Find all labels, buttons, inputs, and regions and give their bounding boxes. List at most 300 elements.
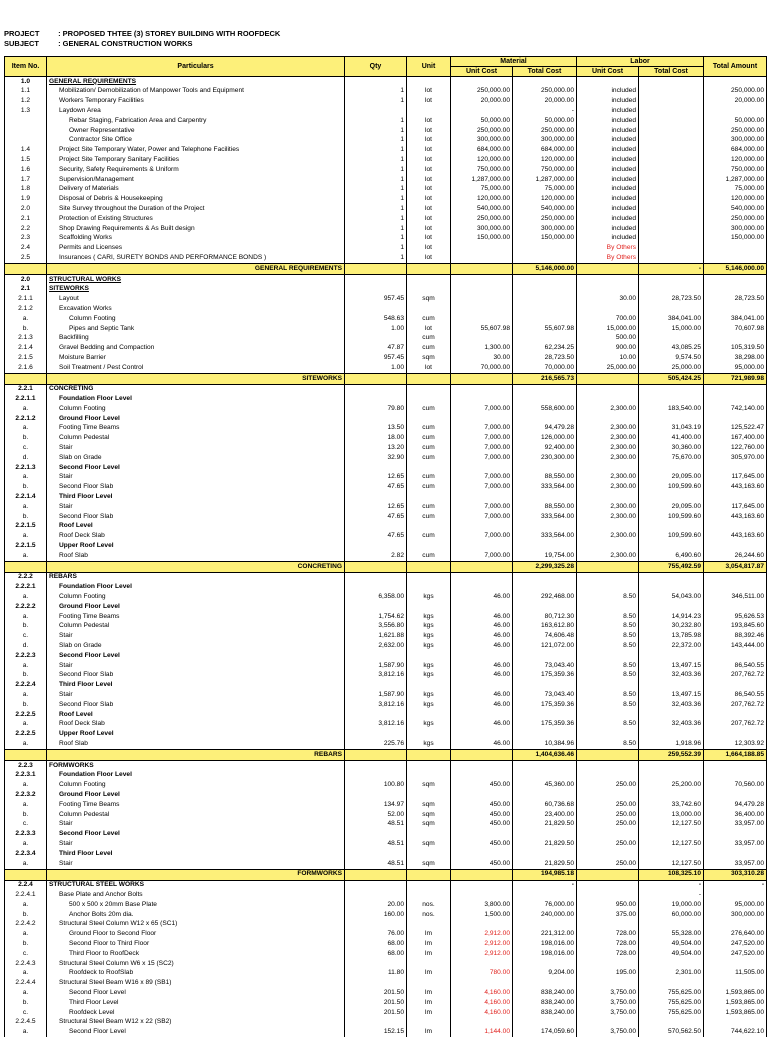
section-row: [5, 849, 767, 859]
labor-unit-cost-cell: 30.00: [577, 295, 639, 305]
total-amount-cell: 95,000.00: [704, 363, 767, 373]
total-amount-cell: 28,723.50: [704, 295, 767, 305]
col-unit: Unit: [407, 57, 451, 77]
project-line: [4, 29, 280, 38]
qty-cell: 12.65: [345, 473, 407, 483]
material-total-cost-cell: [513, 285, 577, 295]
particulars-cell: [47, 165, 345, 175]
particulars-cell: [47, 1018, 345, 1028]
item-no-cell: 2.2.4.5: [5, 1018, 47, 1028]
material-total-cost-cell: 73,043.40: [513, 661, 577, 671]
qty-cell: [345, 830, 407, 840]
material-unit-cost-cell: 7,000.00: [451, 502, 513, 512]
table-row: [5, 988, 767, 998]
particulars-text: SITEWORKS: [302, 375, 342, 382]
unit-cell: lot: [407, 146, 451, 156]
material-total-cost-cell: 23,400.00: [513, 810, 577, 820]
labor-unit-cost-cell: 25,000.00: [577, 363, 639, 373]
unit-cell: [407, 730, 451, 740]
table-row: [5, 859, 767, 869]
labor-unit-cost-cell: 8.50: [577, 632, 639, 642]
table-row: [5, 185, 767, 195]
table-body: [5, 77, 767, 1037]
material-unit-cost-cell: 300,000.00: [451, 136, 513, 146]
material-unit-cost-cell: 4,160.00: [451, 998, 513, 1008]
labor-total-cost-cell: [639, 234, 704, 244]
material-total-cost-cell: 250,000.00: [513, 126, 577, 136]
labor-total-cost-cell: [639, 304, 704, 314]
item-no-cell: [5, 116, 47, 126]
table-row: [5, 116, 767, 126]
particulars-text: Second Floor Slab: [59, 483, 113, 490]
particulars-cell: [47, 334, 345, 344]
labor-unit-cost-cell: 250.00: [577, 800, 639, 810]
labor-unit-cost-cell: [577, 285, 639, 295]
material-total-cost-cell: 838,240.00: [513, 1008, 577, 1018]
labor-unit-cost-cell: included: [577, 155, 639, 165]
section-row: [5, 274, 767, 284]
labor-total-cost-cell: 49,504.00: [639, 939, 704, 949]
unit-cell: kgs: [407, 632, 451, 642]
qty-cell: 225.76: [345, 739, 407, 749]
particulars-text: Base Plate and Anchor Bolts: [59, 891, 143, 898]
qty-cell: [345, 869, 407, 880]
item-no-cell: b.: [5, 324, 47, 334]
qty-cell: [345, 730, 407, 740]
unit-cell: sqm: [407, 800, 451, 810]
total-amount-cell: [704, 1018, 767, 1028]
particulars-text: Protection of Existing Structures: [59, 215, 153, 222]
particulars-cell: [47, 483, 345, 493]
section-row: [5, 395, 767, 405]
material-total-cost-cell: 300,000.00: [513, 224, 577, 234]
item-no-cell: 2.1.4: [5, 344, 47, 354]
material-total-cost-cell: 240,000.00: [513, 910, 577, 920]
qty-cell: [345, 890, 407, 900]
qty-cell: 1,587.90: [345, 690, 407, 700]
item-no-cell: 2.2.2.3: [5, 651, 47, 661]
labor-unit-cost-cell: 8.50: [577, 700, 639, 710]
labor-total-cost-cell: 43,085.25: [639, 344, 704, 354]
unit-cell: [407, 790, 451, 800]
total-amount-cell: 207,762.72: [704, 671, 767, 681]
total-amount-cell: [704, 651, 767, 661]
unit-cell: kgs: [407, 720, 451, 730]
subtotal-row: [5, 373, 767, 384]
material-total-cost-cell: [513, 395, 577, 405]
section-row: [5, 830, 767, 840]
labor-total-cost-cell: 75,670.00: [639, 453, 704, 463]
particulars-cell: [47, 612, 345, 622]
table-row: [5, 502, 767, 512]
labor-total-cost-cell: [639, 384, 704, 394]
unit-cell: lm: [407, 949, 451, 959]
material-total-cost-cell: [513, 295, 577, 305]
particulars-text: Column Footing: [59, 781, 106, 788]
qty-cell: 47.65: [345, 512, 407, 522]
particulars-cell: [47, 583, 345, 593]
labor-unit-cost-cell: 2,300.00: [577, 453, 639, 463]
particulars-text: Ground Floor Level: [59, 415, 120, 422]
section-row: [5, 710, 767, 720]
labor-total-cost-cell: [639, 214, 704, 224]
material-unit-cost-cell: [451, 583, 513, 593]
unit-cell: lot: [407, 214, 451, 224]
labor-unit-cost-cell: 250.00: [577, 839, 639, 849]
labor-total-cost-cell: 19,000.00: [639, 900, 704, 910]
labor-unit-cost-cell: included: [577, 146, 639, 156]
total-amount-cell: [704, 285, 767, 295]
qty-cell: 12.65: [345, 502, 407, 512]
material-unit-cost-cell: 75,000.00: [451, 185, 513, 195]
material-unit-cost-cell: 7,000.00: [451, 453, 513, 463]
material-unit-cost-cell: [451, 880, 513, 890]
labor-unit-cost-cell: 728.00: [577, 939, 639, 949]
total-amount-cell: 1,593,865.00: [704, 1008, 767, 1018]
material-total-cost-cell: [513, 492, 577, 502]
material-unit-cost-cell: [451, 920, 513, 930]
material-unit-cost-cell: 780.00: [451, 969, 513, 979]
labor-unit-cost-cell: included: [577, 126, 639, 136]
particulars-cell: [47, 700, 345, 710]
particulars-cell: [47, 820, 345, 830]
particulars-text: Workers Temporary Facilities: [59, 97, 144, 104]
item-no-cell: b.: [5, 434, 47, 444]
labor-total-cost-cell: 384,041.00: [639, 314, 704, 324]
particulars-text: Upper Roof Level: [59, 542, 114, 549]
unit-cell: [407, 285, 451, 295]
material-unit-cost-cell: 4,160.00: [451, 1008, 513, 1018]
particulars-text: REBARS: [314, 751, 342, 758]
qty-cell: 1: [345, 175, 407, 185]
table-row: [5, 890, 767, 900]
item-no-cell: b.: [5, 622, 47, 632]
table-row: [5, 700, 767, 710]
labor-unit-cost-cell: 3,750.00: [577, 1008, 639, 1018]
labor-total-cost-cell: 13,497.15: [639, 661, 704, 671]
unit-cell: lm: [407, 939, 451, 949]
unit-cell: [407, 880, 451, 890]
material-total-cost-cell: 120,000.00: [513, 155, 577, 165]
material-total-cost-cell: 175,359.36: [513, 720, 577, 730]
particulars-text: Footing Time Beams: [59, 424, 119, 431]
material-total-cost-cell: 750,000.00: [513, 165, 577, 175]
labor-unit-cost-cell: [577, 522, 639, 532]
subtotal-row: [5, 869, 767, 880]
labor-unit-cost-cell: [577, 414, 639, 424]
table-row: [5, 632, 767, 642]
labor-total-cost-cell: [639, 710, 704, 720]
qty-cell: [345, 274, 407, 284]
total-amount-cell: 443,163.60: [704, 532, 767, 542]
particulars-cell: [47, 781, 345, 791]
labor-unit-cost-cell: 2,300.00: [577, 483, 639, 493]
unit-cell: cum: [407, 453, 451, 463]
item-no-cell: a.: [5, 1028, 47, 1037]
particulars-cell: [47, 285, 345, 295]
total-amount-cell: [704, 492, 767, 502]
particulars-cell: [47, 681, 345, 691]
particulars-cell: [47, 1028, 345, 1037]
item-no-cell: 2.2.1.4: [5, 492, 47, 502]
qty-cell: 1.00: [345, 324, 407, 334]
total-amount-cell: [704, 384, 767, 394]
item-no-cell: [5, 373, 47, 384]
particulars-cell: [47, 363, 345, 373]
particulars-text: Second Floor to Third Floor: [69, 940, 149, 947]
section-row: [5, 771, 767, 781]
qty-cell: 957.45: [345, 295, 407, 305]
particulars-cell: [47, 541, 345, 551]
table-row: [5, 930, 767, 940]
table-row: [5, 434, 767, 444]
total-amount-cell: [704, 541, 767, 551]
total-amount-cell: 744,622.10: [704, 1028, 767, 1037]
item-no-cell: 2.1: [5, 285, 47, 295]
labor-unit-cost-cell: [577, 750, 639, 761]
qty-cell: [345, 572, 407, 582]
particulars-text: Laydown Area: [59, 107, 101, 114]
material-unit-cost-cell: 7,000.00: [451, 483, 513, 493]
particulars-cell: [47, 920, 345, 930]
total-amount-cell: 88,392.46: [704, 632, 767, 642]
qty-cell: 68.00: [345, 949, 407, 959]
labor-unit-cost-cell: 8.50: [577, 612, 639, 622]
particulars-cell: [47, 690, 345, 700]
particulars-text: Third Floor Level: [59, 850, 113, 857]
table-row: [5, 253, 767, 263]
unit-cell: kgs: [407, 700, 451, 710]
material-total-cost-cell: -: [513, 106, 577, 116]
labor-unit-cost-cell: [577, 710, 639, 720]
qty-cell: [345, 522, 407, 532]
table-row: [5, 175, 767, 185]
particulars-cell: [47, 998, 345, 1008]
labor-unit-cost-cell: [577, 373, 639, 384]
material-unit-cost-cell: 7,000.00: [451, 512, 513, 522]
unit-cell: [407, 760, 451, 770]
particulars-cell: [47, 869, 345, 880]
material-unit-cost-cell: 120,000.00: [451, 195, 513, 205]
material-unit-cost-cell: [451, 492, 513, 502]
item-no-cell: 2.2.4.1: [5, 890, 47, 900]
particulars-cell: [47, 671, 345, 681]
particulars-cell: [47, 632, 345, 642]
unit-cell: [407, 562, 451, 573]
table-row: [5, 334, 767, 344]
subject-line: [4, 39, 193, 48]
material-unit-cost-cell: 540,000.00: [451, 204, 513, 214]
particulars-text: Shop Drawing Requirements & As Built design: [59, 225, 195, 232]
qty-cell: 1: [345, 214, 407, 224]
particulars-cell: [47, 930, 345, 940]
material-unit-cost-cell: [451, 244, 513, 254]
item-no-cell: 1.0: [5, 77, 47, 87]
labor-unit-cost-cell: 2,300.00: [577, 443, 639, 453]
material-total-cost-cell: 540,000.00: [513, 204, 577, 214]
material-unit-cost-cell: 30.00: [451, 353, 513, 363]
labor-total-cost-cell: 49,504.00: [639, 949, 704, 959]
total-amount-cell: 33,957.00: [704, 820, 767, 830]
particulars-text: Column Pedestal: [59, 622, 109, 629]
unit-cell: sqm: [407, 810, 451, 820]
unit-cell: lot: [407, 155, 451, 165]
labor-total-cost-cell: 30,360.00: [639, 443, 704, 453]
particulars-cell: [47, 532, 345, 542]
labor-total-cost-cell: 30,232.80: [639, 622, 704, 632]
material-total-cost-cell: [513, 414, 577, 424]
labor-total-cost-cell: 108,325.10: [639, 869, 704, 880]
labor-total-cost-cell: [639, 541, 704, 551]
qty-cell: [345, 959, 407, 969]
material-unit-cost-cell: [451, 572, 513, 582]
particulars-text: Structural Steel Column W6 x 15 (SC2): [59, 960, 174, 967]
total-amount-cell: 12,303.92: [704, 739, 767, 749]
section-row: [5, 651, 767, 661]
particulars-text: Slab on Grade: [59, 642, 102, 649]
item-no-cell: 2.2.4: [5, 880, 47, 890]
particulars-text: Second Floor Level: [69, 989, 126, 996]
item-no-cell: b.: [5, 512, 47, 522]
total-amount-cell: [704, 334, 767, 344]
table-row: [5, 344, 767, 354]
table-row: [5, 900, 767, 910]
total-amount-cell: [704, 710, 767, 720]
labor-total-cost-cell: [639, 830, 704, 840]
labor-total-cost-cell: 60,000.00: [639, 910, 704, 920]
item-no-cell: c.: [5, 949, 47, 959]
qty-cell: 100.80: [345, 781, 407, 791]
particulars-cell: [47, 760, 345, 770]
particulars-text: Excavation Works: [59, 305, 112, 312]
labor-total-cost-cell: [639, 274, 704, 284]
total-amount-cell: 33,957.00: [704, 839, 767, 849]
item-no-cell: a.: [5, 532, 47, 542]
col-material: Material: [451, 57, 577, 67]
table-row: [5, 800, 767, 810]
item-no-cell: a.: [5, 930, 47, 940]
item-no-cell: b.: [5, 483, 47, 493]
item-no-cell: b.: [5, 810, 47, 820]
table-row: [5, 920, 767, 930]
item-no-cell: 2.2.1.5: [5, 541, 47, 551]
material-unit-cost-cell: 46.00: [451, 671, 513, 681]
particulars-cell: [47, 304, 345, 314]
unit-cell: [407, 395, 451, 405]
unit-cell: lot: [407, 195, 451, 205]
total-amount-cell: 305,970.00: [704, 453, 767, 463]
qty-cell: 6,358.00: [345, 592, 407, 602]
labor-total-cost-cell: 13,000.00: [639, 810, 704, 820]
particulars-text: 500 x 500 x 20mm Base Plate: [69, 901, 157, 908]
material-total-cost-cell: 19,754.00: [513, 551, 577, 561]
unit-cell: lot: [407, 253, 451, 263]
table-row: [5, 998, 767, 1008]
particulars-cell: [47, 661, 345, 671]
section-row: [5, 463, 767, 473]
particulars-cell: [47, 988, 345, 998]
particulars-cell: [47, 502, 345, 512]
unit-cell: lot: [407, 244, 451, 254]
labor-unit-cost-cell: 2,300.00: [577, 512, 639, 522]
unit-cell: lm: [407, 930, 451, 940]
material-unit-cost-cell: 1,300.00: [451, 344, 513, 354]
material-total-cost-cell: 5,146,000.00: [513, 264, 577, 275]
table-row: [5, 1018, 767, 1028]
particulars-text: Stair: [59, 691, 73, 698]
qty-cell: [345, 384, 407, 394]
unit-cell: lot: [407, 204, 451, 214]
qty-cell: [345, 760, 407, 770]
table-row: [5, 214, 767, 224]
qty-cell: 1: [345, 224, 407, 234]
material-unit-cost-cell: [451, 830, 513, 840]
unit-cell: [407, 492, 451, 502]
table-row: [5, 512, 767, 522]
item-no-cell: d.: [5, 641, 47, 651]
section-row: [5, 541, 767, 551]
material-unit-cost-cell: 50,000.00: [451, 116, 513, 126]
material-unit-cost-cell: 46.00: [451, 690, 513, 700]
material-unit-cost-cell: 7,000.00: [451, 551, 513, 561]
total-amount-cell: [704, 395, 767, 405]
labor-total-cost-cell: [639, 1018, 704, 1028]
bill-of-quantities-table: [4, 56, 767, 1037]
unit-cell: lm: [407, 1028, 451, 1037]
material-unit-cost-cell: [451, 869, 513, 880]
particulars-text: Pipes and Septic Tank: [69, 325, 134, 332]
particulars-cell: [47, 324, 345, 334]
particulars-text: Slab on Grade: [59, 454, 102, 461]
unit-cell: lot: [407, 97, 451, 107]
particulars-text: Upper Roof Level: [59, 730, 114, 737]
labor-total-cost-cell: [639, 522, 704, 532]
unit-cell: sqm: [407, 839, 451, 849]
particulars-text: Roofdeck Level: [69, 1009, 114, 1016]
table-row: [5, 244, 767, 254]
total-amount-cell: 207,762.72: [704, 700, 767, 710]
qty-cell: 201.50: [345, 1008, 407, 1018]
particulars-text: Owner Representative: [69, 127, 135, 134]
particulars-text: Project Site Temporary Water, Power and Telephone Facilities: [59, 146, 239, 153]
material-unit-cost-cell: 250,000.00: [451, 87, 513, 97]
unit-cell: [407, 572, 451, 582]
particulars-text: Foundation Floor Level: [59, 583, 132, 590]
particulars-text: FORMWORKS: [49, 762, 94, 769]
particulars-cell: [47, 622, 345, 632]
table-row: [5, 959, 767, 969]
particulars-cell: [47, 790, 345, 800]
particulars-cell: [47, 641, 345, 651]
particulars-cell: [47, 314, 345, 324]
particulars-cell: [47, 473, 345, 483]
unit-cell: lot: [407, 136, 451, 146]
material-unit-cost-cell: [451, 77, 513, 87]
particulars-text: Stair: [59, 662, 73, 669]
labor-total-cost-cell: 13,785.98: [639, 632, 704, 642]
unit-cell: [407, 384, 451, 394]
total-amount-cell: 120,000.00: [704, 195, 767, 205]
labor-unit-cost-cell: included: [577, 165, 639, 175]
total-amount-cell: [704, 583, 767, 593]
unit-cell: [407, 463, 451, 473]
col-labor-total-cost: Total Cost: [639, 67, 704, 77]
particulars-text: REBARS: [49, 573, 77, 580]
particulars-cell: [47, 492, 345, 502]
qty-cell: [345, 264, 407, 275]
particulars-text: Column Footing: [59, 405, 106, 412]
material-unit-cost-cell: 450.00: [451, 800, 513, 810]
